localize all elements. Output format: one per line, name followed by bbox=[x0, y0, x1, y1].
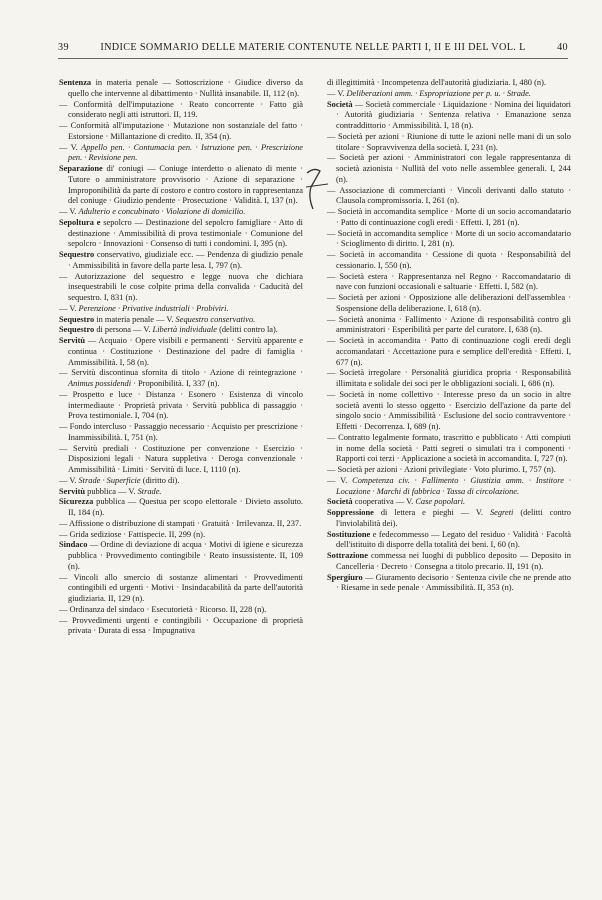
index-entry bbox=[59, 143, 303, 165]
entry-text: — Ordinanza del sindaco · Esecutorietà · Ricorso. II, 228 (n). bbox=[59, 604, 267, 614]
entry-text: — Affissione o distribuzione di stampati · Gratuità · Irrilevanza. II, 237. bbox=[59, 518, 302, 528]
entry-text: — Società in nome collettivo · Interesse preso da un socio in altre società aventi lo stesso oggetto · Esercizio dell'azione da parte del singolo socio · Ammissibilità · Esclusione del socio contravventore · Effetti · Decorrenza. I, 689 (n). bbox=[327, 389, 571, 431]
entry-text: di persona — V. bbox=[94, 325, 153, 335]
entry-heading: Soppressione bbox=[327, 508, 374, 517]
entry-text: pubblica — Questua per scopo elettorale · Divieto assoluto. II, 184 (n). bbox=[68, 497, 303, 517]
entry-text: — Servitù prediali · Costituzione per convenzione · Esercizio · Disposizioni legali · Natura suppletiva · Deroga convenzionale · Ammissibilità · Limiti · Servitù di luce. I, 1110 (n). bbox=[59, 443, 303, 474]
index-entry bbox=[59, 616, 303, 638]
entry-text: — Servitù discontinua sfornita di titolo · Azione di reintegrazione · bbox=[59, 368, 303, 378]
entry-text: — V. bbox=[59, 207, 79, 216]
index-entry bbox=[327, 153, 571, 185]
entry-reference: Perenzione · Privative industriali · Probiviri. bbox=[78, 303, 229, 313]
index-entry bbox=[327, 497, 571, 508]
entry-heading: Sentenza bbox=[59, 78, 92, 87]
entry-reference: Adulterio e concubinato · Violazione di domicilio. bbox=[78, 207, 246, 216]
entry-text: — Fondo intercluso · Passaggio necessario · Acquisto per prescrizione · Inammissibilità. I, 751 (n). bbox=[59, 422, 303, 442]
entry-heading: Spergiuro bbox=[327, 572, 363, 582]
entry-text: — Società in accomandita · Cessione di quota · Responsabilità del cessionario. I, 550 (n). bbox=[327, 250, 571, 270]
entry-text: — Società irregolare · Personalità giuridica propria · Responsabilità illimitata e solidale dei soci per le obbligazioni sociali. I, 686 (n). bbox=[327, 368, 571, 388]
entry-text: — V. bbox=[59, 303, 79, 313]
index-entry bbox=[59, 336, 303, 368]
index-entry bbox=[59, 304, 303, 315]
entry-text: — Conformità dell'imputazione · Reato concorrente · Fatto già considerato negli atti istruttori. II, 119. bbox=[59, 99, 303, 120]
entry-heading: Servitù bbox=[59, 486, 86, 496]
index-entry bbox=[59, 444, 303, 476]
entry-heading: Separazione bbox=[59, 164, 103, 173]
entry-text: — Vincoli allo smercio di sostanze alimentari · Provvedimenti contingibili ed urgenti · Motivi · Insindacabilità da parte dell'autorità giudiziaria. II, 129 (n). bbox=[59, 572, 303, 603]
index-entry bbox=[59, 207, 303, 218]
index-entry bbox=[327, 272, 571, 294]
entry-text: di' coniugi — Coniuge interdetto o alienato di mente · Tutore o amministratore provvisorio · Azione di separazione · Improponibilità da parte di costoro e contro costoro in rappresentanza del coniuge · Giudizio pendente · Prosecuzione · Validità. I, 137 (n). bbox=[68, 164, 303, 206]
entry-text: (delitti contro l'inviolabilità dei). bbox=[336, 508, 571, 528]
index-entry bbox=[59, 121, 303, 143]
index-entry bbox=[59, 250, 303, 272]
entry-heading: Servitù bbox=[59, 336, 86, 345]
index-entry bbox=[327, 368, 571, 390]
entry-reference: Libertà individuale bbox=[152, 325, 217, 335]
index-entry bbox=[59, 78, 303, 100]
entry-heading: Sostituzione bbox=[327, 529, 371, 539]
entry-heading: Società bbox=[327, 497, 353, 507]
entry-reference: Segreti bbox=[489, 508, 514, 517]
entry-text: in materia penale — Sottoscrizione · Giudice diverso da quello che intervenne al dibattimento · Nullità insanabile. II, 112 (n). bbox=[68, 78, 303, 98]
entry-heading: Sicurezza bbox=[59, 497, 94, 507]
page-number-left: 39 bbox=[58, 42, 69, 53]
entry-text: — Società anonima · Fallimento · Azione di responsabilità contro gli amministratori · Esperibilità per parte del curatore. I, 638 (n). bbox=[327, 314, 571, 335]
entry-text: — Società per azioni · Amministratori con legale rappresentanza di società azionista · Nullità del voto nelle assemblee generali. I, 244 (n). bbox=[327, 153, 571, 184]
entry-heading: Sequestro bbox=[59, 314, 95, 324]
index-entry bbox=[327, 186, 571, 208]
header-rule bbox=[58, 58, 568, 59]
page-header bbox=[58, 42, 568, 53]
entry-heading: Società bbox=[327, 99, 353, 109]
entry-heading: Sequestro bbox=[59, 250, 95, 259]
index-entry bbox=[59, 272, 303, 304]
entry-heading: Sepoltura e bbox=[59, 217, 101, 227]
index-entry bbox=[327, 476, 571, 498]
entry-reference: Animus possidendi bbox=[68, 379, 132, 388]
index-entry bbox=[327, 315, 571, 337]
index-entry bbox=[59, 422, 303, 444]
entry-reference: Case popolari. bbox=[415, 497, 466, 507]
index-entry bbox=[327, 293, 571, 315]
index-entry bbox=[59, 164, 303, 207]
index-entry bbox=[59, 368, 303, 390]
entry-text: conservativo, giudiziale ecc. — Pendenza di giudizio penale · Ammissibilità in favore della parte lesa. I, 797 (n). bbox=[68, 250, 303, 270]
entry-text: — Autorizzazione del sequestro e legge nuova che dichiara insequestrabili le cose colpite prima della convalida · Caducità del sequestro. I, 831 (n). bbox=[59, 271, 303, 302]
entry-text: cooperativa — V. bbox=[352, 497, 416, 507]
entry-text: — Società in accomandita semplice · Morte di un socio accomandatario · Patto di continuazione cogli eredi · Effetti. I, 281 (n). bbox=[327, 207, 571, 227]
index-entry bbox=[59, 497, 303, 519]
index-entry bbox=[59, 605, 303, 616]
entry-text: · Proponibilità. I, 337 (n). bbox=[131, 379, 220, 388]
entry-heading: Sottrazione bbox=[327, 551, 368, 560]
page-number-right: 40 bbox=[557, 42, 568, 53]
index-entry bbox=[59, 487, 303, 498]
index-entry bbox=[327, 336, 571, 368]
entry-text: — Ordine di deviazione di acqua · Motivi di igiene e sicurezza pubblica · Provvedimento contingibile · Reato insussistente. II, 109 (n). bbox=[68, 540, 303, 571]
entry-text: (delitti contro la). bbox=[216, 325, 278, 335]
entry-text: — V. bbox=[327, 88, 347, 98]
index-entry bbox=[59, 540, 303, 572]
entry-text: — Conformità all'imputazione · Mutazione non sostanziale del fatto · Estorsione · Millantazione di credito. II, 354 (n). bbox=[59, 121, 303, 141]
entry-text: di illegittimità · Incompetenza dell'autorità giudiziaria. I, 480 (n). bbox=[327, 78, 546, 87]
index-entry bbox=[327, 551, 571, 573]
entry-text: — Contratto legalmente formato, trascritto e pubblicato · Atti compiuti in nome della società · Patti segreti o simulati tra i componenti · Rapporti coi terzi · Applicazione a società in accomandita. I, 727 (n). bbox=[327, 432, 571, 464]
index-entry bbox=[59, 519, 303, 530]
index-entry bbox=[59, 100, 303, 122]
entry-text: — Società per azioni · Azioni privilegiate · Voto plurimo. I, 757 (n). bbox=[327, 465, 556, 474]
index-entry bbox=[59, 315, 303, 326]
index-entry bbox=[59, 218, 303, 250]
entry-text: commessa nei luoghi di pubblico deposito — Deposito in Cancelleria · Decreto · Consegna a titolo precario. II, 191 (n). bbox=[336, 551, 571, 571]
index-entry bbox=[59, 325, 303, 336]
index-entry bbox=[327, 433, 571, 465]
entry-text: — Provvedimenti urgenti e contingibili · Occupazione di proprietà privata · Durata di essa · Impugnativa bbox=[59, 615, 303, 636]
entry-heading: Sequestro bbox=[59, 325, 95, 335]
index-entry bbox=[59, 530, 303, 541]
index-entry bbox=[327, 465, 571, 476]
index-entry bbox=[59, 476, 303, 487]
index-entry bbox=[327, 100, 571, 132]
entry-text: — Grida sediziose · Fattispecie. II, 299 (n). bbox=[59, 529, 206, 539]
entry-text: — Società per azioni · Opposizione alle deliberazioni dell'assemblea · Sospensione della deliberazione. I, 618 (n). bbox=[327, 293, 571, 313]
index-entry bbox=[327, 78, 571, 89]
entry-reference: Deliberazioni amm. · Espropriazione per p. u. · Strade. bbox=[346, 88, 531, 98]
entry-text: — Acquaio · Opere visibili e permanenti · Servitù apparente e continua · Costituzione · Destinazione del padre di famiglia · Ammissibilità. I, 58 (n). bbox=[68, 336, 303, 367]
index-entry bbox=[59, 573, 303, 605]
entry-text: di lettera e pieghi — V. bbox=[373, 508, 490, 517]
running-title: INDICE SOMMARIO DELLE MATERIE CONTENUTE NELLE PARTI I, II E III DEL VOL. L bbox=[100, 42, 526, 53]
entry-reference: Strade. bbox=[137, 486, 162, 496]
left-column bbox=[59, 78, 303, 637]
entry-text: — V. bbox=[59, 475, 79, 485]
entry-heading: Sindaco bbox=[59, 540, 88, 550]
entry-reference: Strade · Superficie bbox=[78, 475, 141, 485]
index-entry bbox=[327, 530, 571, 552]
right-column bbox=[327, 78, 571, 594]
entry-text: pubblica — V. bbox=[85, 486, 138, 496]
index-entry bbox=[327, 89, 571, 100]
index-entry bbox=[327, 573, 571, 595]
entry-text: — Associazione di commercianti · Vincoli derivanti dallo statuto · Clausola compromissoria. I, 261 (n). bbox=[327, 185, 571, 206]
entry-text: — V. bbox=[327, 475, 353, 485]
entry-text: (diritto di). bbox=[140, 475, 180, 485]
index-entry bbox=[327, 250, 571, 272]
index-entry bbox=[327, 229, 571, 251]
entry-text: — Prospetto e luce · Distanza · Esonero · Esistenza di vincolo intermediaute · Proprietà privata · Servitù pubblica di passaggio · Prova testimoniale. I, 704 (n). bbox=[59, 389, 303, 421]
entry-text: — Società per azioni · Riunione di tutte le azioni nelle mani di un solo titolare · Sopravvivenza della società. I, 231 (n). bbox=[327, 131, 571, 152]
entry-reference: Competenza civ. · Fallimento · Giustizia amm. · Institore · Locazione · Marchi di fabbrica · Tassa di circolazione. bbox=[336, 475, 571, 496]
entry-text: — Società in accomandita · Patto di continuazione cogli eredi degli accomandatari · Accettazione pura e semplice dell'eredità · Effetti. I, 677 (n). bbox=[327, 336, 571, 367]
entry-text: — Società in accomandita semplice · Morte di un socio accomandatario · Scioglimento di diritto. I, 281 (n). bbox=[327, 228, 571, 249]
entry-text: — Società commerciale · Liquidazione · Nomina dei liquidatori · Autorità giudiziaria · Sentenza relativa · Emanazione senza contraddittorio · Ammissibilità. I, 18 (n). bbox=[336, 99, 571, 130]
index-entry bbox=[327, 508, 571, 530]
entry-text: — Giuramento decisorio · Sentenza civile che ne prende atto · Riesame in sede penale · Ammissibilità. II, 353 (n). bbox=[336, 572, 571, 593]
entry-text: sepolcro — Destinazione del sepolcro famigliare · Atto di destinazione · Ammissibilità di prova testimoniale · Comunione del sepolcro · Innovazioni · Consenso di tutti i condomini. I, 395 (n). bbox=[68, 217, 303, 249]
entry-reference: Appello pen. · Contumacia pen. · Istruzione pen. · Prescrizione pen. · Revisione pen. bbox=[68, 142, 303, 163]
entry-text: in materia penale — V. bbox=[94, 314, 176, 324]
entry-reference: Sequestro conservativo. bbox=[175, 314, 256, 324]
index-entry bbox=[327, 390, 571, 433]
index-entry bbox=[59, 390, 303, 422]
index-entry bbox=[327, 207, 571, 229]
entry-text: — V. bbox=[59, 142, 82, 152]
entry-text: e fedecommesso — Legato del residuo · Validità · Facoltà dell'istituito di disporre della totalità dei beni. I, 60 (n). bbox=[336, 529, 571, 550]
index-entry bbox=[327, 132, 571, 154]
entry-text: — Società estera · Rappresentanza nel Regno · Raccomandatario di nave con funzioni occasionali e saltuarie · Effetti. I, 582 (n). bbox=[327, 271, 571, 292]
